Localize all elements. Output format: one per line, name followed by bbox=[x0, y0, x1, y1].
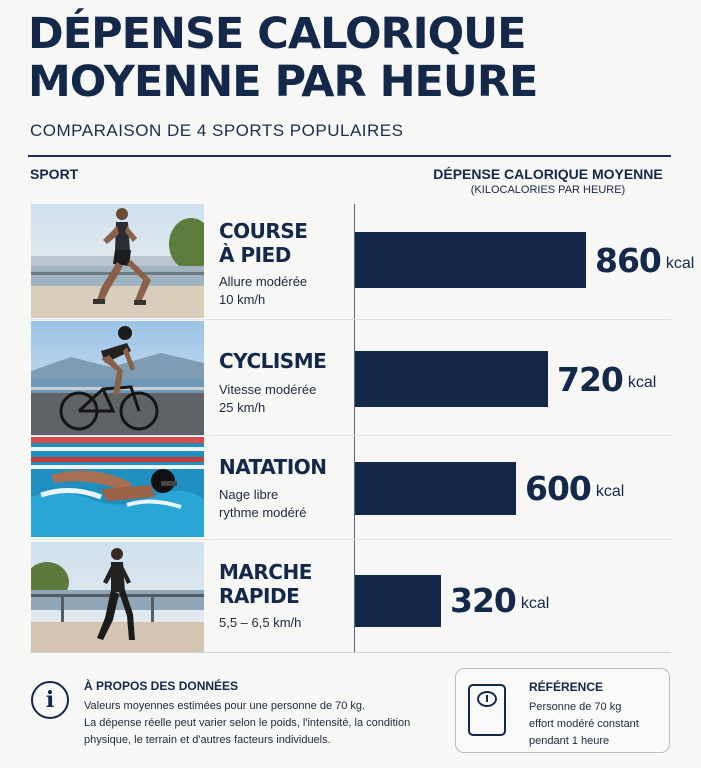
sport-desc-cyclisme: Vitesse modérée 25 km/h bbox=[219, 382, 317, 415]
bar-value-marche: 320 bbox=[450, 580, 516, 620]
column-header-value bbox=[430, 166, 666, 196]
bar-value-cyclisme: 720 bbox=[557, 359, 623, 399]
bar-value-course: 860 bbox=[595, 240, 661, 280]
reference-line-1: Personne de 70 kg bbox=[529, 701, 622, 713]
reference-line-2: effort modéré constant bbox=[529, 718, 639, 730]
sport-name-course: COURSE À PIED bbox=[219, 219, 308, 267]
bar-label-course bbox=[595, 232, 694, 288]
bar-marche bbox=[355, 575, 441, 627]
info-line-1: Valeurs moyennes estimées pour une personne de 70 kg. bbox=[84, 700, 366, 712]
column-header-value-unit: (KILOCALORIES PAR HEURE) bbox=[470, 184, 626, 196]
cyclist-photo bbox=[31, 321, 204, 435]
runner-photo bbox=[31, 204, 204, 318]
bar-course bbox=[355, 232, 586, 288]
row-divider bbox=[30, 539, 671, 540]
page-title: DÉPENSE CALORIQUE MOYENNE PAR HEURE bbox=[28, 9, 538, 107]
reference-box bbox=[455, 668, 670, 753]
row-divider bbox=[30, 435, 671, 436]
row-divider bbox=[30, 319, 671, 320]
page-subtitle: COMPARAISON DE 4 SPORTS POPULAIRES bbox=[30, 121, 404, 140]
bar-unit-cyclisme: kcal bbox=[627, 374, 657, 391]
scale-icon bbox=[468, 684, 506, 736]
column-header-value-main: DÉPENSE CALORIQUE MOYENNE bbox=[433, 166, 663, 182]
sport-desc-natation: Nage libre rythme modéré bbox=[219, 487, 307, 520]
bar-unit-marche: kcal bbox=[520, 595, 550, 612]
bar-label-cyclisme bbox=[557, 351, 656, 407]
sport-desc-course: Allure modérée 10 km/h bbox=[219, 274, 308, 307]
reference-text bbox=[529, 699, 664, 750]
bar-value-natation: 600 bbox=[525, 468, 591, 508]
header-divider bbox=[28, 155, 671, 157]
sport-name-natation: NATATION bbox=[219, 455, 327, 479]
bar-unit-course: kcal bbox=[665, 255, 695, 272]
reference-line-3: pendant 1 heure bbox=[529, 735, 610, 747]
sport-desc-marche: 5,5 – 6,5 km/h bbox=[219, 615, 302, 630]
info-text bbox=[84, 698, 444, 749]
info-icon: i bbox=[31, 681, 69, 719]
swimmer-photo bbox=[31, 437, 204, 537]
sport-name-cyclisme: CYCLISME bbox=[219, 349, 327, 373]
footer-divider bbox=[30, 652, 671, 653]
sport-name-marche: MARCHE RAPIDE bbox=[219, 560, 312, 608]
walker-photo bbox=[31, 542, 204, 652]
info-title: À PROPOS DES DONNÉES bbox=[84, 679, 239, 693]
bar-natation bbox=[355, 462, 516, 515]
bar-unit-natation: kcal bbox=[595, 483, 625, 500]
bar-label-marche bbox=[450, 572, 549, 628]
reference-title: RÉFÉRENCE bbox=[529, 680, 604, 694]
bar-cyclisme bbox=[355, 351, 548, 407]
scale-dial-icon bbox=[477, 691, 497, 707]
info-line-2: La dépense réelle peut varier selon le poids, l'intensité, la condition physique, le terrain et d'autres facteurs individuels. bbox=[84, 717, 411, 746]
bar-label-natation bbox=[525, 460, 624, 516]
column-header-sport: SPORT bbox=[30, 166, 79, 182]
